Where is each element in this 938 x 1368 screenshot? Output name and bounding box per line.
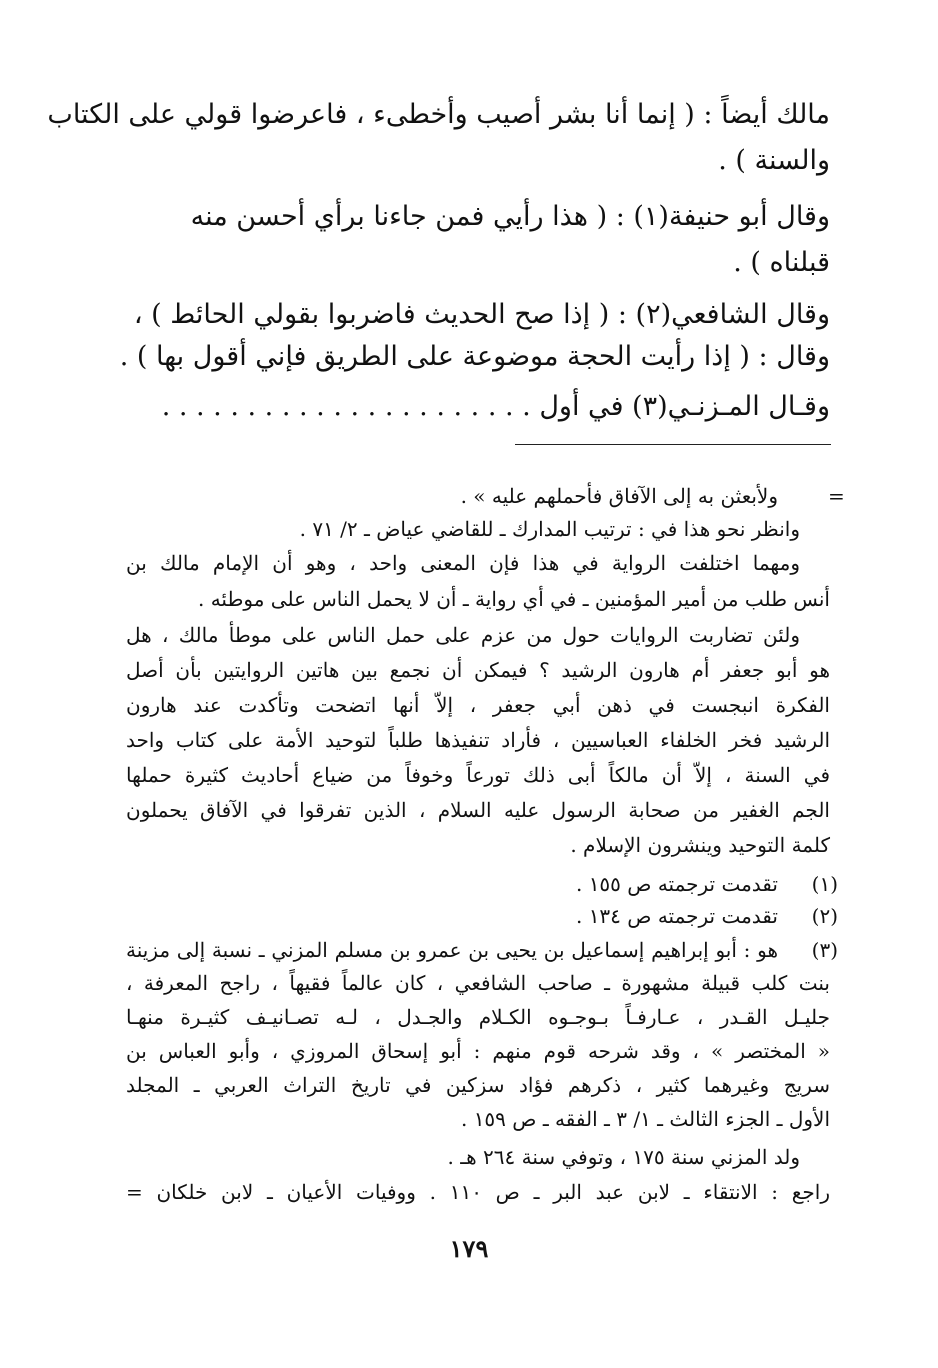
main-text-line-5: وقال الشافعي(٢) : ( إذا صح الحديث فاضربوا بقولي الحائط ) ، [133,299,830,330]
main-text-line-4: قبلناه ) . [733,247,830,278]
footnote-text-3: هو : أبو إبراهيم إسماعيل بن يحيى بن عمرو بن مسلم المزني ـ نسبة إلى مزينة [126,938,778,962]
footnote-text-2: تقدمت ترجمته ص ١٣٤ . [575,904,778,928]
footnote-divider [515,444,831,445]
footnote-continued-line: ومهما اختلفت الرواية في هذا فإن المعنى واحد ، وهو أن الإمام مالك بن [126,551,800,575]
footnote-text-1: تقدمت ترجمته ص ١٥٥ . [575,872,778,896]
main-text-line-6: وقال : ( إذا رأيت الحجة موضوعة على الطريق فإني أقول بها ) . [119,341,830,372]
footnote-number-3: (٣) [811,938,838,962]
footnote-continued-line: في السنة ، إلاّ أن مالكاً أبى ذلك تورعاً وخوفاً من ضياع أحاديث كثيرة حملها [126,763,830,787]
footnote-continued-line: أنس طلب من أمير المؤمنين ـ في أي رواية ـ أن لا يحمل الناس على موطئه . [197,587,830,611]
footnote-3-line: جليـل القـدر ، عـارفـاً بـوجـوه الكـلام والجـدل ، لـه تصـانيـف كثيـرة منهـا [126,1005,830,1029]
footnote-continued-line: الفكرة انبجست في ذهن أبي جعفر ، إلاّ أنها اتضحت وتأكدت عند هارون [126,693,830,717]
footnote-3-line: راجع : الانتقاء ـ لابن عبد البر ـ ص ١١٠ . ووفيات الأعيان ـ لابن خلكان = [126,1180,831,1204]
footnote-number-1: (١) [811,872,838,896]
footnote-3-line: بنت كلب قبيلة مشهورة ـ صاحب الشافعي ، كان عالماً فقيهاً ، راجح المعرفة ، [126,971,830,995]
main-text-line-2: والسنة ) . [718,145,830,176]
footnote-number-2: (٢) [811,904,838,928]
footnote-3-line: الأول ـ الجزء الثالث ـ ١/ ٣ ـ الفقه ـ ص ١٥٩ . [460,1107,830,1131]
footnote-continuation-mark: = [828,484,845,508]
footnote-continued-line: هو أبو جعفر أم هارون الرشيد ؟ فيمكن أن نجمع بين هاتين الروايتين بأن أصل [126,658,830,682]
footnote-continued-line: وانظر نحو هذا في : ترتيب المدارك ـ للقاضي عياض ـ ٢/ ٧١ . [299,517,800,541]
main-text-line-3: وقال أبو حنيفة(١) : ( هذا رأيي فمن جاءنا برأي أحسن منه [190,201,830,232]
footnote-continued-line: الجم الغفير من صحابة الرسول عليه السلام ، الذين تفرقوا في الآفاق يحملون [126,798,830,822]
footnote-3-line: « المختصر » ، وقد شرحه قوم منهم : أبو إسحاق المروزي ، وأبو العباس بن [126,1039,830,1063]
footnote-continued-line: الرشيد فخر الخلفاء العباسيين ، فأراد تنفيذها طلباً لتوحيد الأمة على كتاب واحد [126,728,830,752]
main-text-line-7: وقـال المـزنـي(٣) في أول . . . . . . . . . . . . . . . . . . . . . . [161,391,830,422]
footnote-3-line: ولد المزني سنة ١٧٥ ، وتوفي سنة ٢٦٤ هـ . [447,1145,800,1169]
footnote-continued-line: ولأبعثن به إلى الآفاق فأحملهم عليه » . [460,484,778,508]
footnote-3-line: سريج وغيرهما كثير ، ذكرهم فؤاد سزكين في تاريخ التراث العربي ـ المجلد [126,1073,830,1097]
main-text-line-1: مالك أيضاً : ( إنما أنا بشر أصيب وأخطىء ، فاعرضوا قولي على الكتاب [47,99,830,130]
footnote-continued-line: ولئن تضاربت الروايات حول من عزم على حمل الناس على موطأ مالك ، هل [126,623,800,647]
footnote-continued-line: كلمة التوحيد وينشرون الإسلام . [570,833,830,857]
page-number: ١٧٩ [449,1234,489,1263]
